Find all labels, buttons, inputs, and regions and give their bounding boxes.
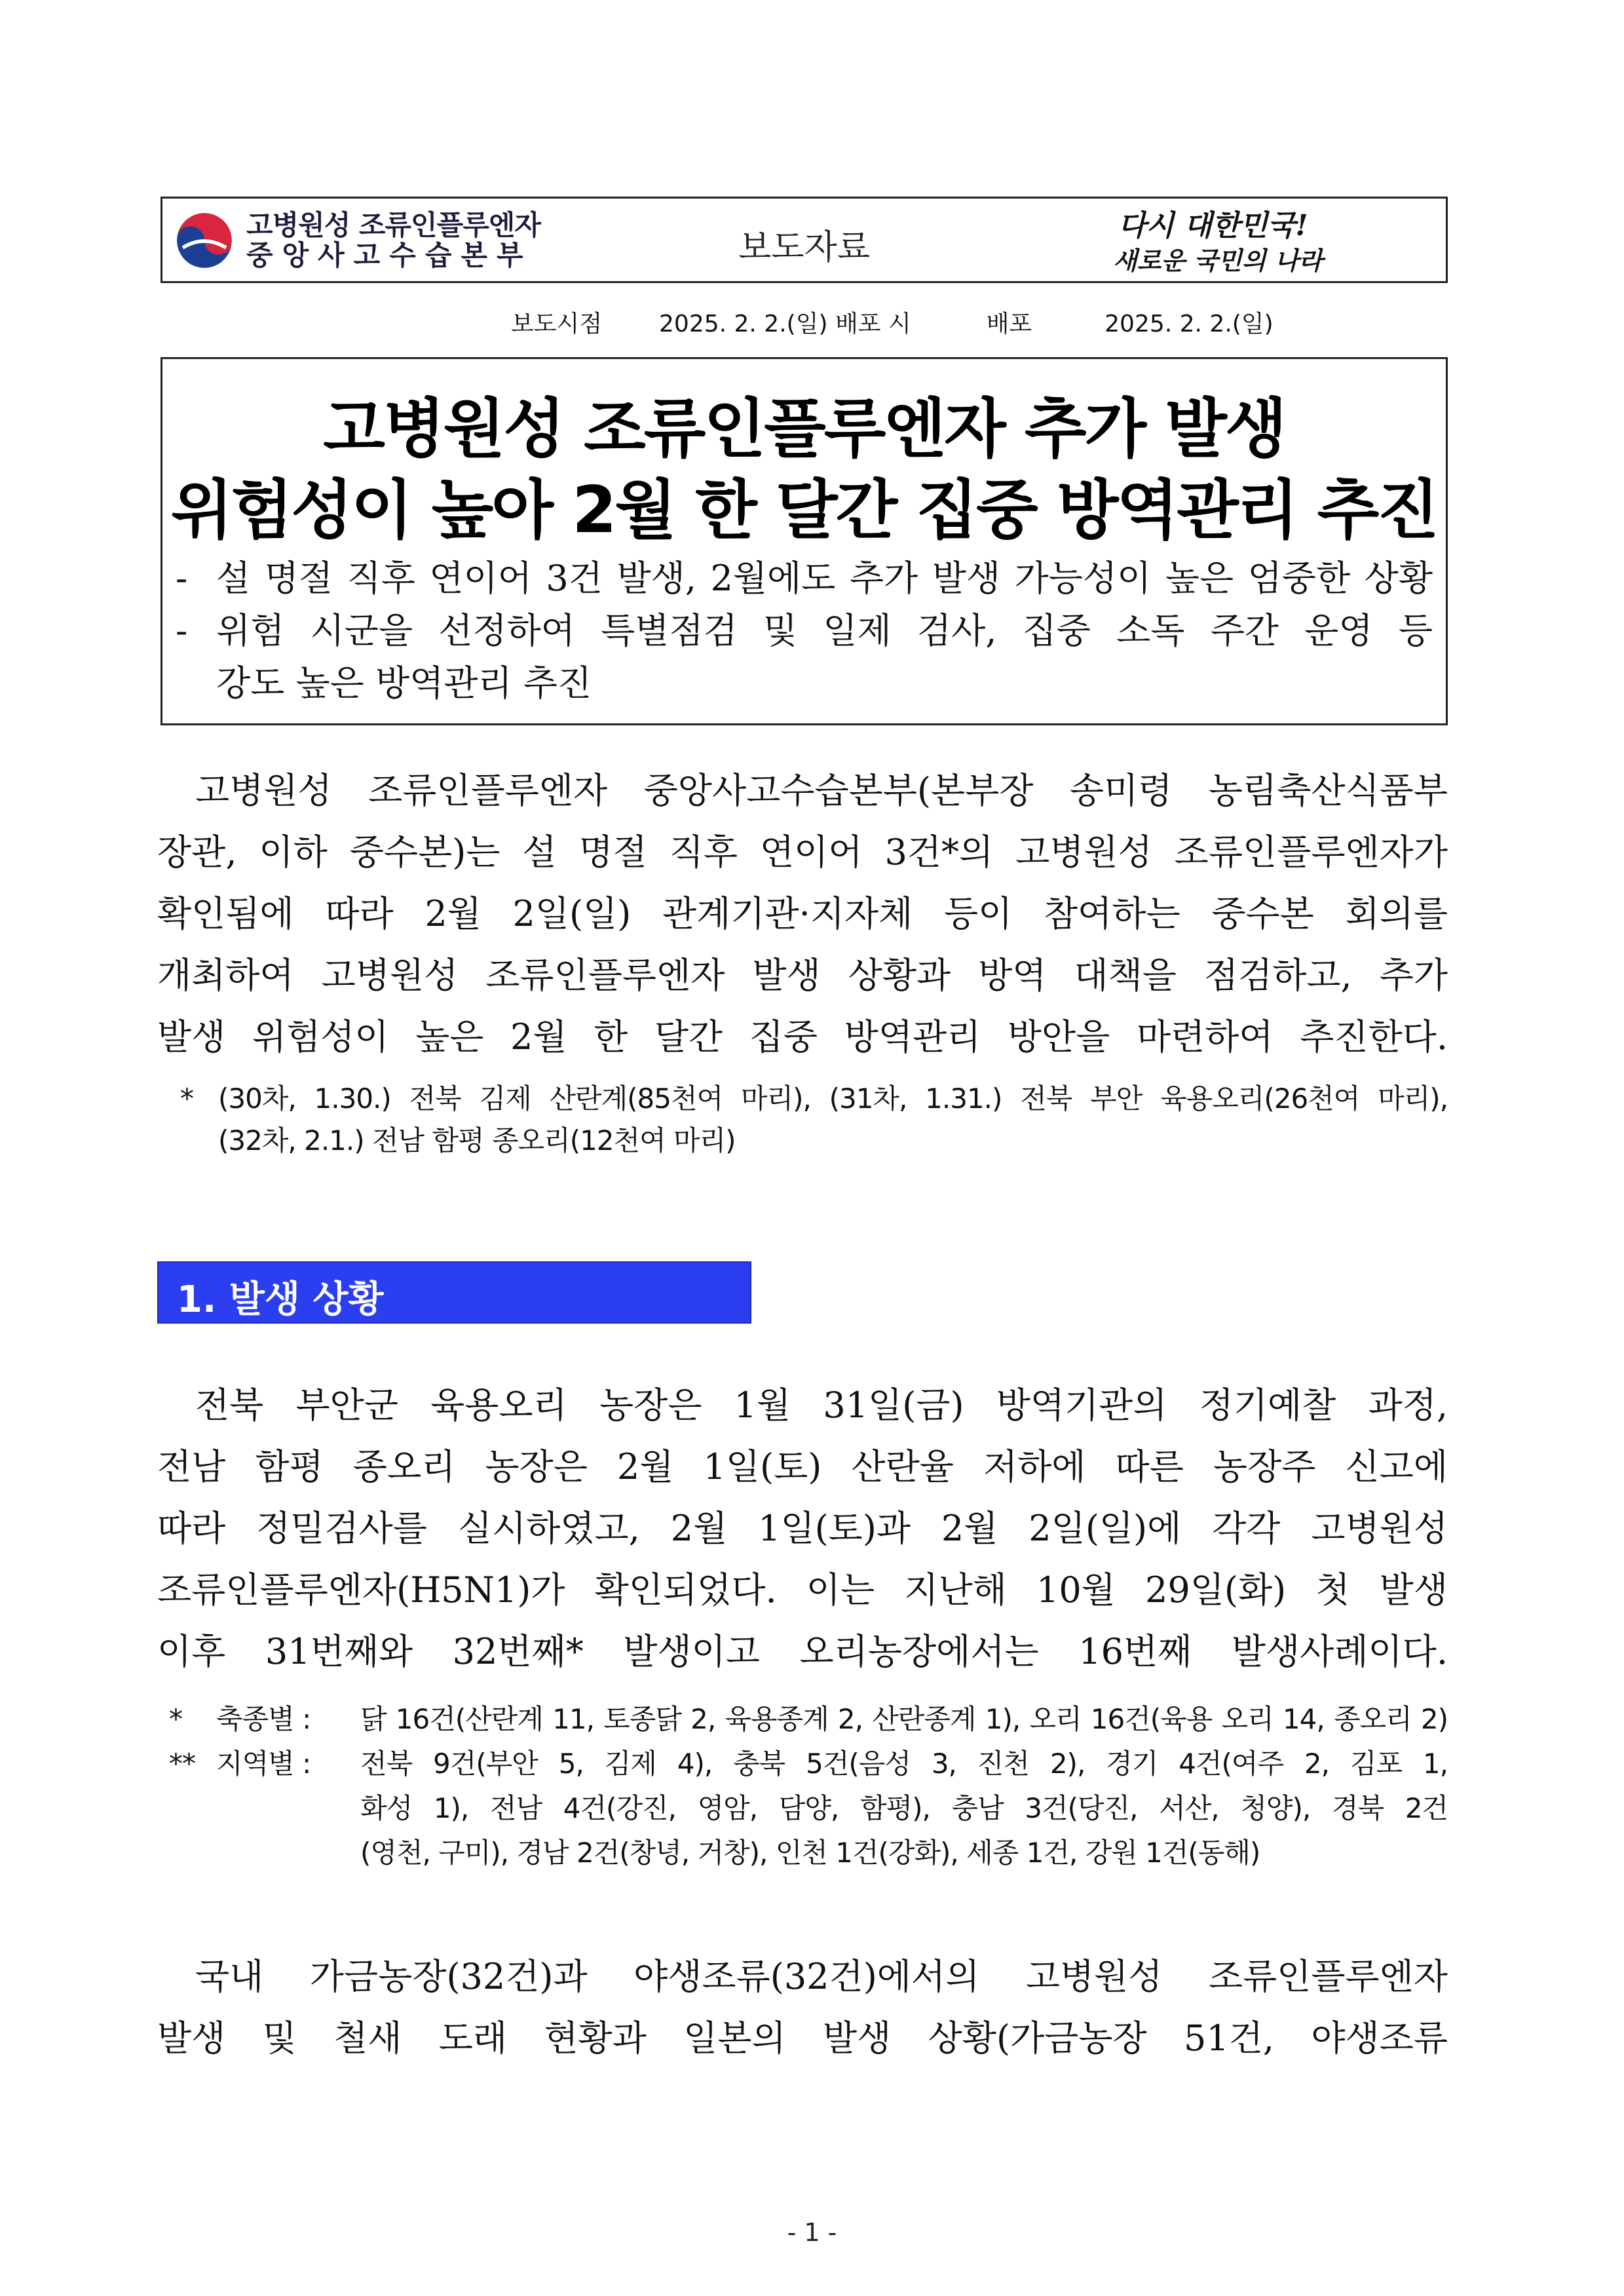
species-footnote-text: 닭 16건(산란계 11, 토종닭 2, 육용종계 2, 산란종계 1), 오리 16건(육용 오리 14, 종오리 2): [360, 1703, 1448, 1735]
species-footnote: [169, 1697, 1448, 1742]
subbullet-text: 설 명절 직후 연이어 3건 발생, 2월에도 추가 발생 가능성이 높은 엄중한 상황: [216, 558, 1433, 599]
domestic-paragraph: [157, 1946, 1448, 2069]
slogan-line2: 새로운 국민의 나라: [1113, 246, 1323, 275]
handwritten-slogan: [1112, 204, 1413, 277]
headline-line1: 고병원성 조류인플루엔자 추가 발생: [323, 392, 1285, 467]
species-footnote-label: 축종별 :: [216, 1703, 311, 1735]
footnote-line1: (30차, 1.30.) 전북 김제 산란계(85천여 마리), (31차, 1.31.) 전북 부안 육용오리(26천여 마리),: [218, 1082, 1448, 1115]
slogan-line1: 다시 대한민국!: [1118, 209, 1308, 242]
subbullet-dash: -: [176, 610, 188, 651]
subbullet-item: [176, 605, 1433, 657]
distribution-label: 배포: [986, 311, 1032, 337]
domestic-line: 국내 가금농장(32건)과 야생조류(32건)에서의 고병원성 조류인플루엔자: [195, 1956, 1448, 1997]
outbreak-line: 전남 함평 종오리 농장은 2월 1일(토) 산란율 저하에 따른 농장주 신고에: [157, 1446, 1448, 1487]
headline-line2: 위험성이 높아 2월 한 달간 집중 방역관리 추진: [170, 473, 1438, 548]
outbreak-line: 전북 부안군 육용오리 농장은 1월 31일(금) 방역기관의 정기예찰 과정,: [195, 1385, 1448, 1426]
intro-line: 개최하여 고병원성 조류인플루엔자 발생 상황과 방역 대책을 점검하고, 추가: [157, 955, 1448, 996]
subbullet-text: 위험 시군을 선정하여 특별점검 및 일제 검사, 집중 소독 주간 운영 등: [216, 610, 1433, 651]
press-release-label: 보도자료: [738, 228, 870, 267]
section-header-bar: [157, 1261, 751, 1324]
species-footnote-mark: *: [169, 1703, 182, 1735]
headline-box: [161, 357, 1448, 725]
release-label: 보도시점: [511, 311, 603, 337]
logo-line1: 고병원성 조류인플루엔자: [246, 208, 540, 241]
outbreak-line: 따라 정밀검사를 실시하였고, 2월 1일(토)과 2월 2일(일)에 각각 고병원성: [157, 1508, 1448, 1549]
region-footnote-line3: (영천, 구미), 경남 2건(창녕, 거창), 인천 1건(강화), 세종 1건, 강원 1건(동해): [360, 1837, 1260, 1869]
subbullet-item: [176, 552, 1433, 605]
section-title: 1. 발생 상황: [177, 1278, 384, 1321]
intro-paragraph: [157, 760, 1448, 1068]
release-date: 2025. 2. 2.(일) 배포 시: [659, 311, 911, 337]
intro-line: 발생 위험성이 높은 2월 한 달간 집중 방역관리 방안을 마련하여 추진한다.: [157, 1016, 1448, 1058]
region-footnote-line1: 전북 9건(부안 5, 김제 4), 충북 5건(음성 3, 진천 2), 경기 4건(여주 2, 김포 1,: [360, 1748, 1448, 1780]
intro-line: 장관, 이하 중수본)는 설 명절 직후 연이어 3건*의 고병원성 조류인플루엔자가: [157, 832, 1448, 873]
headline-subbullets: [176, 552, 1433, 710]
domestic-line: 발생 및 철새 도래 현황과 일본의 발생 상황(가금농장 51건, 야생조류: [157, 2018, 1448, 2059]
outbreak-line: 이후 31번째와 32번째* 발생이고 오리농장에서는 16번째 발생사례이다.: [157, 1631, 1448, 1672]
page-number: - 1 -: [787, 2218, 837, 2247]
header-box: [161, 197, 1448, 283]
intro-line: 고병원성 조류인플루엔자 중앙사고수습본부(본부장 송미령 농림축산식품부: [195, 770, 1448, 811]
region-footnote: [169, 1742, 1448, 1786]
footnote-line2: (32차, 2.1.) 전남 함평 종오리(12천여 마리): [218, 1124, 736, 1157]
intro-line: 확인됨에 따라 2월 2일(일) 관계기관·지자체 등이 참여하는 중수본 회의를: [157, 893, 1448, 934]
outbreak-paragraph: [157, 1375, 1448, 1683]
outbreak-line: 조류인플루엔자(H5N1)가 확인되었다. 이는 지난해 10월 29일(화) 첫 발생: [157, 1569, 1448, 1611]
region-footnote-mark: **: [169, 1748, 195, 1780]
region-footnote-line2: 화성 1), 전남 4건(강진, 영암, 담양, 함평), 충남 3건(당진, 서산, 청양), 경북 2건: [360, 1792, 1448, 1824]
release-timing: [511, 305, 1274, 339]
region-footnote-label: 지역별 :: [216, 1748, 311, 1780]
subbullet-dash: -: [176, 558, 188, 599]
logo-line2: 중앙사고수습본부: [246, 239, 533, 271]
subbullet-continuation: 강도 높은 방역관리 추진: [216, 662, 592, 704]
footnote-mark: *: [180, 1082, 193, 1115]
distribution-date: 2025. 2. 2.(일): [1105, 311, 1274, 337]
outbreak-footnotes: [169, 1697, 1448, 1875]
intro-footnote: [180, 1078, 1448, 1162]
